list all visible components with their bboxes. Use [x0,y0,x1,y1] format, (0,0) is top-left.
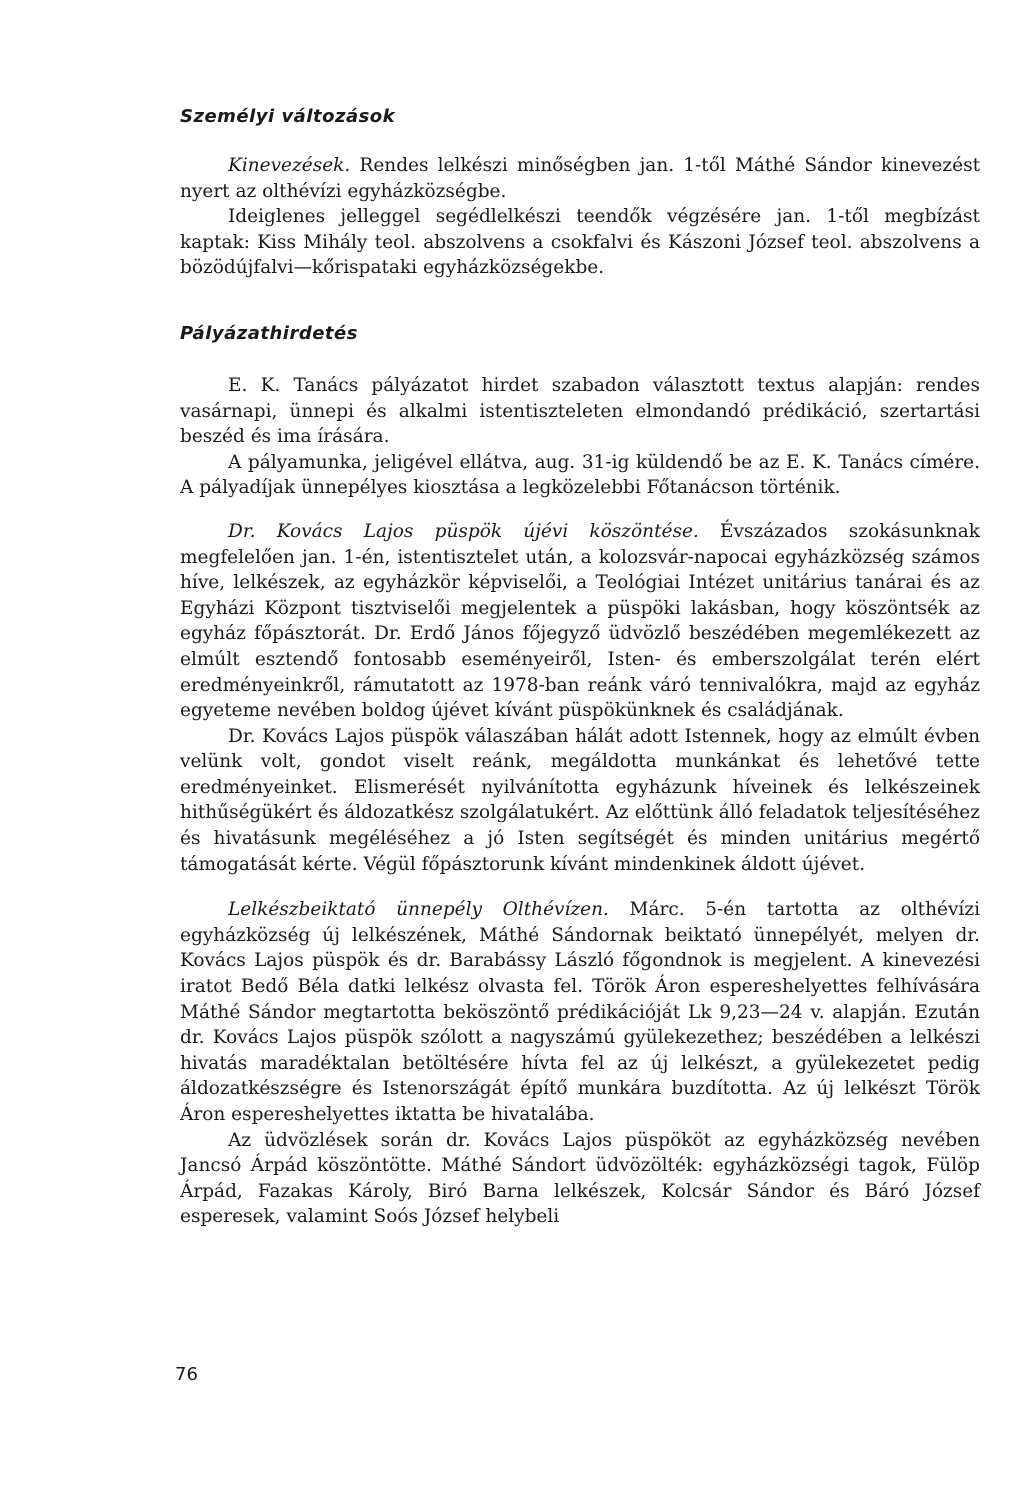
paragraph-greetings [180,1128,980,1230]
paragraph-text: Rendes lelkészi minőségben jan. 1-től Máthé Sándor kinevezést nyert az olthévízi egyházközségbe. [180,155,980,202]
paragraph-temporary-assignments [180,204,980,281]
paragraph-installation-ceremony [180,897,980,1127]
document-page [180,104,980,1230]
paragraph-lead: Kinevezések. [228,155,351,176]
paragraph-text: E. K. Tanács pályázatot hirdet szabadon választott textus alapján: rendes vasárnapi, ünnepi és alkalmi istentiszteleten elmondandó prédikáció, szertartási beszéd és ima írására. [180,374,980,448]
paragraph-lead: Dr. Kovács Lajos püspök újévi köszöntése. [228,520,699,542]
paragraph-text: Dr. Kovács Lajos püspök válaszában hálát adott Istennek, hogy az elmúlt évben velünk volt, gondot viselt reánk, megáldotta munkánkat és lehetővé tette eredményeinket. Elismerését nyilvánította egyházunk híveinek és lelkészeinek hithűségükért és áldozatkész szolgálatukért. Az előttünk álló feladatok teljesítéséhez és hivatásunk megéléséhez a jó Isten segítségét és minden unitárius megértő támogatását kérte. Végül főpásztorunk kívánt mindenkinek áldott újévet. [180,725,980,875]
paragraph-text: A pályamunka, jeligével ellátva, aug. 31-ig küldendő be az E. K. Tanács címére. A pályadíjak ünnepélyes kiosztása a legközelebbi Főtanácson történik. [180,451,980,499]
paragraph-new-year-greeting [180,519,980,724]
paragraph-lead: Lelkészbeiktató ünnepély Olthévízen. [228,899,609,921]
paragraph-competition-announcement [180,373,980,450]
section-heading-personnel-changes: Személyi változások [180,106,396,127]
paragraph-text: Az üdvözlések során dr. Kovács Lajos püspököt az egyházközség nevében Jancsó Árpád köszöntötte. Máthé Sándort üdvözölték: egyházközségi tagok, Fülöp Árpád, Fazakas Károly, Biró Barna lelkészek, Kolcsár Sándor és Báró József esperesek, valamint Soós József helybeli [180,1129,980,1228]
paragraph-text: Ideiglenes jelleggel segédlelkészi teendők végzésére jan. 1-től megbízást kaptak: Kiss Mihály teol. abszolvens a csokfalvi és Kászoni József teol. abszolvens a bözödújfalvi—kőrispataki egyházközségekbe. [180,206,980,279]
paragraph-appointments [180,153,980,204]
section-heading-competition: Pályázathirdetés [180,322,358,344]
paragraph-competition-deadline [180,450,980,501]
paragraph-text: Márc. 5-én tartotta az olthévízi egyházközség új lelkészének, Máthé Sándornak beiktató ünnepélyét, melyen dr. Kovács Lajos püspök és dr. Barabássy László főgondnok is megjelent. A kinevezési iratot Bedő Béla datki lelkész olvasta fel. Török Áron espereshelyettes felhívására Máthé Sándor megtartotta beköszöntő prédikációját Lk 9,23—24 v. alapján. Ezután dr. Kovács Lajos püspök szólott a nagyszámú gyülekezethez; beszédében a lelkészi hivatás maradéktalan betöltésére hívta fel az új lelkészt, a gyülekezetet pedig áldozatkészségre és Istenországát építő munkára buzdította. Az új lelkészt Török Áron espereshelyettes iktatta be hivatalába. [180,899,981,1125]
page-number: 76 [175,1364,198,1385]
paragraph-bishop-reply [180,724,980,878]
paragraph-text: Évszázados szokásunknak megfelelően jan. 1-én, istentisztelet után, a kolozsvár-napocai egyházközség számos híve, lelkészek, az egyházkör képviselői, a Teológiai Intézet unitárius tanárai és az Egyházi Központ tisztviselői megjelentek a püspöki lakásban, hogy köszöntsék az egyház főpásztorát. Dr. Erdő János főjegyző üdvözlő beszédében megemlékezett az elmúlt esztendő fontosabb eseményeiről, Isten- és emberszolgálat terén elért eredményeinkről, rámutatott az 1978-ban reánk váró tennivalókra, majd az egyház egyeteme nevében boldog újévet kívánt püspökünknek és családjának. [180,520,981,722]
